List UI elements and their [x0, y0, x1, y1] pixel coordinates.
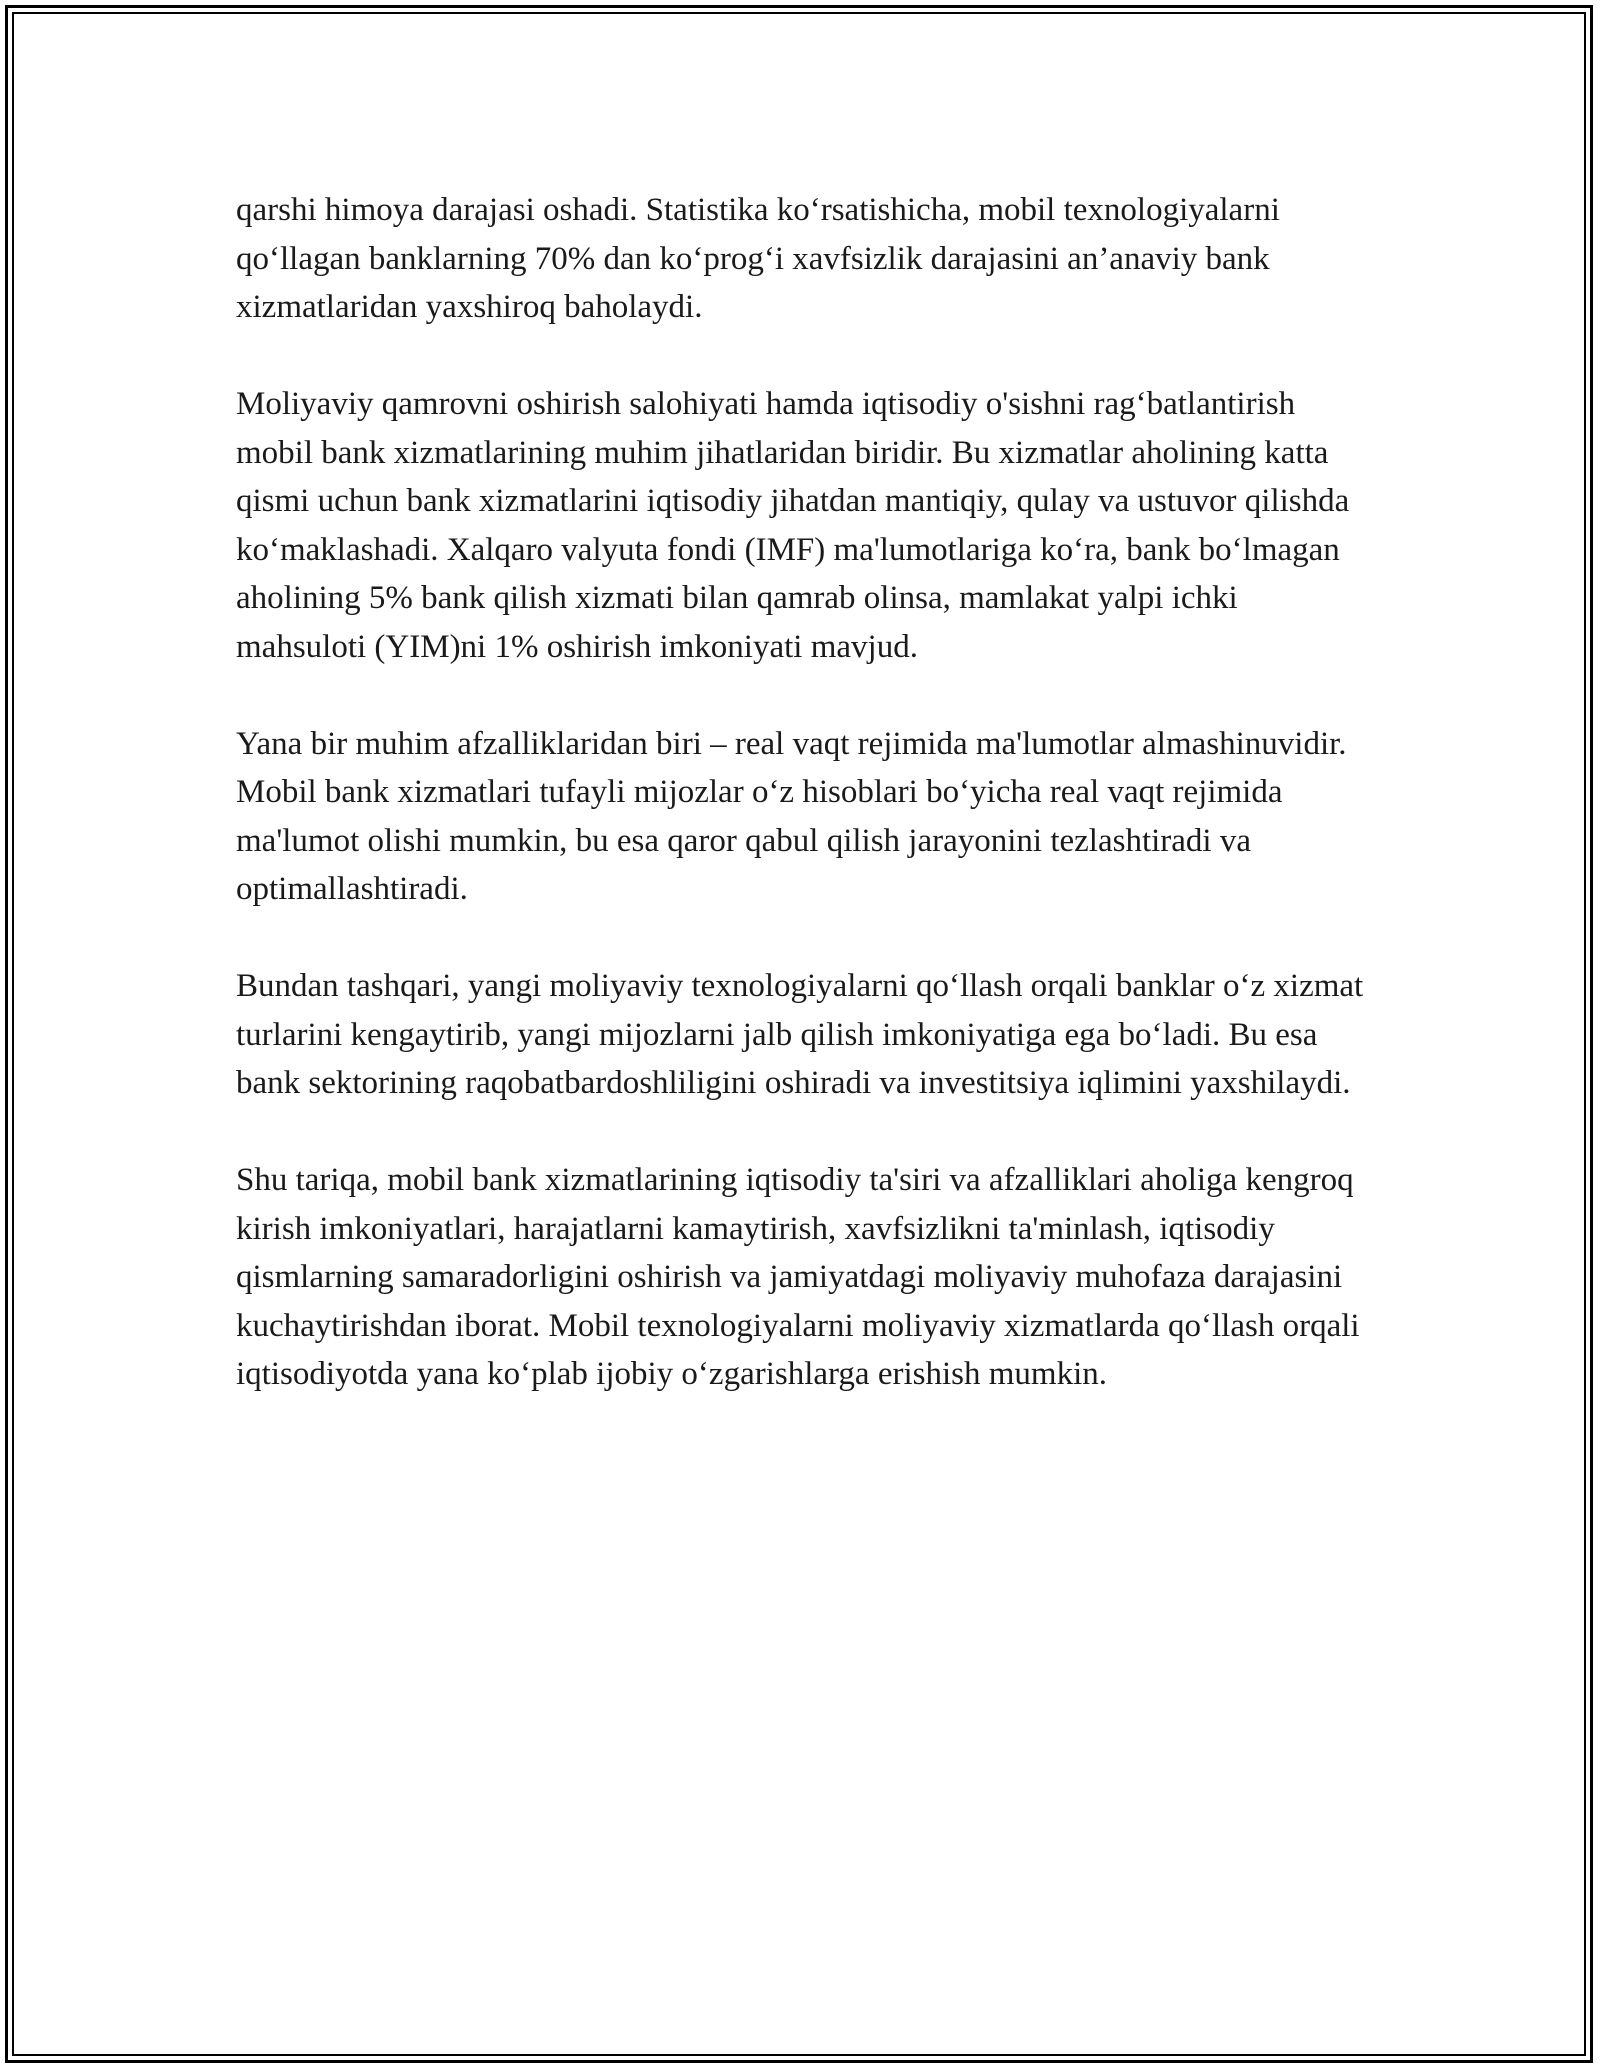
paragraph-5: Shu tariqa, mobil bank xizmatlarining iqtisodiy ta'siri va afzalliklari aholiga kengroq kirish imkoniyatlari, harajatlarni kamaytirish, xavfsizlikni ta'minlash, iqtisodiy qismlarning samaradorligini oshirish va jamiyatdagi moliyaviy muhofaza darajasini kuchaytirishdan iborat. Mobil texnologiyalarni moliyaviy xizmatlarda qo‘llash orqali iqtisodiyotda yana ko‘plab ijobiy o‘zgarishlarga erishish mumkin. — [236, 1162, 1360, 1392]
document-body — [236, 186, 1366, 1447]
paragraph-1: qarshi himoya darajasi oshadi. Statistika ko‘rsatishicha, mobil texnologiyalarni qo‘llagan banklarning 70% dan ko‘prog‘i xavfsizlik darajasini an’anaviy bank xizmatlaridan yaxshiroq baholaydi. — [236, 192, 1280, 325]
paragraph-4: Bundan tashqari, yangi moliyaviy texnologiyalarni qo‘llash orqali banklar o‘z xizmat turlarini kengaytirib, yangi mijozlarni jalb qilish imkoniyatiga ega bo‘ladi. Bu esa bank sektorining raqobatbardoshliligini oshiradi va investitsiya iqlimini yaxshilaydi. — [236, 968, 1364, 1101]
paragraph-2: Moliyaviy qamrovni oshirish salohiyati hamda iqtisodiy o'sishni rag‘batlantirish mobil bank xizmatlarining muhim jihatlaridan biridir. Bu xizmatlar aholining katta qismi uchun bank xizmatlarini iqtisodiy jihatdan mantiqiy, qulay va ustuvor qilishda ko‘maklashadi. Xalqaro valyuta fondi (IMF) ma'lumotlariga ko‘ra, bank bo‘lmagan aholining 5% bank qilish xizmati bilan qamrab olinsa, mamlakat yalpi ichki mahsuloti (YIM)ni 1% oshirish imkoniyati mavjud. — [236, 386, 1350, 665]
paragraph-3: Yana bir muhim afzalliklaridan biri – real vaqt rejimida ma'lumotlar almashinuvidir. Mobil bank xizmatlari tufayli mijozlar o‘z hisoblari bo‘yicha real vaqt rejimida ma'lumot olishi mumkin, bu esa qaror qabul qilish jarayonini tezlashtiradi va optimallashtiradi. — [236, 725, 1347, 907]
